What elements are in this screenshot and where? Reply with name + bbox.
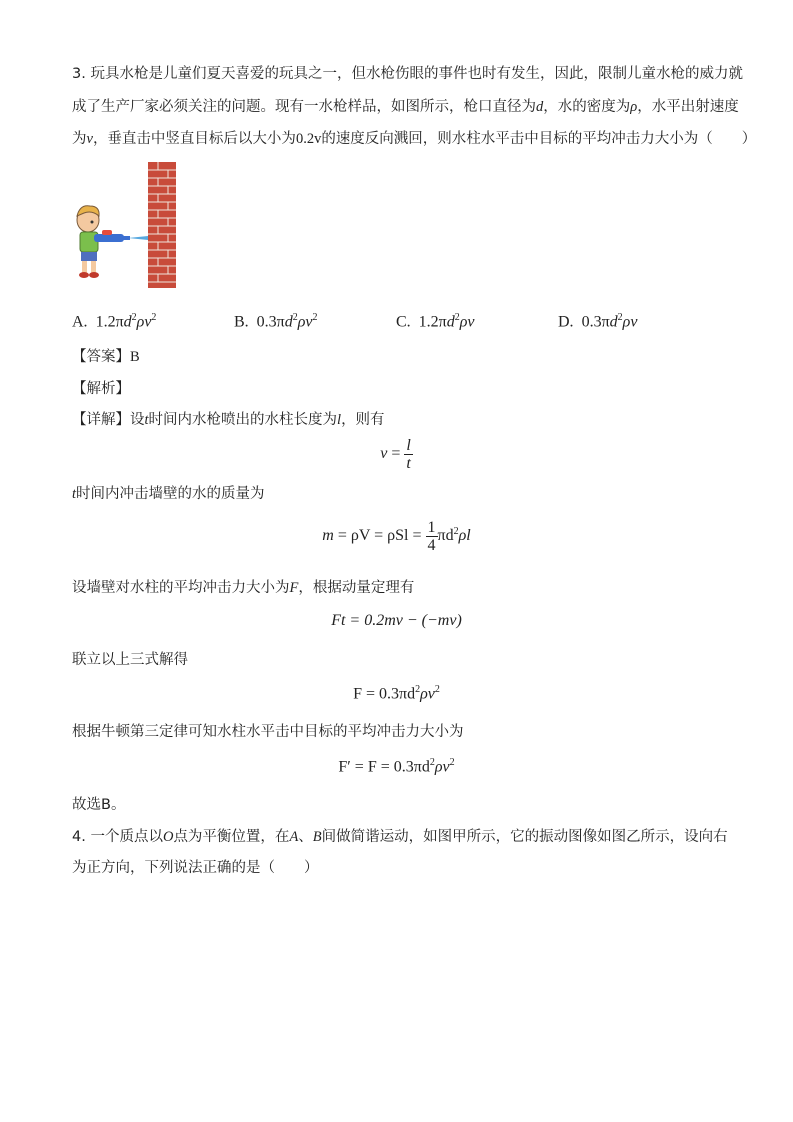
equation-reaction-force: $F' = F = 0.3\pi d^2\rho v^2$ bbox=[338, 757, 455, 776]
brick-wall bbox=[148, 162, 176, 288]
equation-momentum: Ft = 0.2mv − (−mv) bbox=[331, 612, 462, 629]
detail-intro: 【详解】设t时间内水枪喷出的水柱长度为l，则有 bbox=[72, 412, 385, 428]
newton-text: 根据牛顿第三定律可知水柱水平击中目标的平均冲击力大小为 bbox=[72, 724, 464, 740]
force-text: 设墙壁对水柱的平均冲击力大小为F，根据动量定理有 bbox=[72, 580, 415, 596]
q3-line-1: 3. 玩具水枪是儿童们夏天喜爱的玩具之一，但水枪伤眼的事件也时有发生，因此，限制儿童水枪的威力就 bbox=[72, 66, 743, 82]
option-b: B. $0.3\pi d^2\rho v^2$ bbox=[234, 312, 318, 331]
water-gun-figure bbox=[72, 160, 182, 290]
equation-mass: m = ρV = ρSl = $\frac{1}{4}$ $\pi d^2\rho l$ bbox=[322, 519, 471, 554]
water-jet bbox=[128, 236, 148, 240]
child-figure bbox=[77, 206, 130, 278]
option-d: D. $0.3\pi d^2\rho v$ bbox=[558, 312, 638, 331]
combine-text: 联立以上三式解得 bbox=[72, 652, 188, 668]
choose-text: 故选B。 bbox=[72, 797, 126, 813]
q3-line-2: 成了生产厂家必须关注的问题。现有一水枪样品，如图所示，枪口直径为d，水的密度为ρ，水平出射速度 bbox=[72, 99, 739, 115]
q3-line-3: 为v，垂直击中竖直目标后以大小为0.2v的速度反向溅回，则水柱水平击中目标的平均冲击力大小为（ ） bbox=[72, 131, 757, 147]
mass-text: t时间内冲击墙壁的水的质量为 bbox=[72, 486, 265, 502]
q4-line-2: 为正方向，下列说法正确的是（ ） bbox=[72, 860, 319, 876]
equation-velocity: v = $\frac{l}{t}$ bbox=[380, 437, 411, 472]
option-a: A. $1.2\pi d^2\rho v^2$ bbox=[72, 312, 157, 331]
answer-line: 【答案】B bbox=[72, 349, 140, 365]
analysis-label: 【解析】 bbox=[72, 381, 130, 397]
q4-line-1: 4. 一个质点以O点为平衡位置，在A、B间做简谐运动，如图甲所示，它的振动图像如图乙所示，设向右 bbox=[72, 829, 728, 845]
equation-force: $F = 0.3\pi d^2\rho v^2$ bbox=[353, 684, 440, 703]
option-c: C. $1.2\pi d^2\rho v$ bbox=[396, 312, 475, 331]
